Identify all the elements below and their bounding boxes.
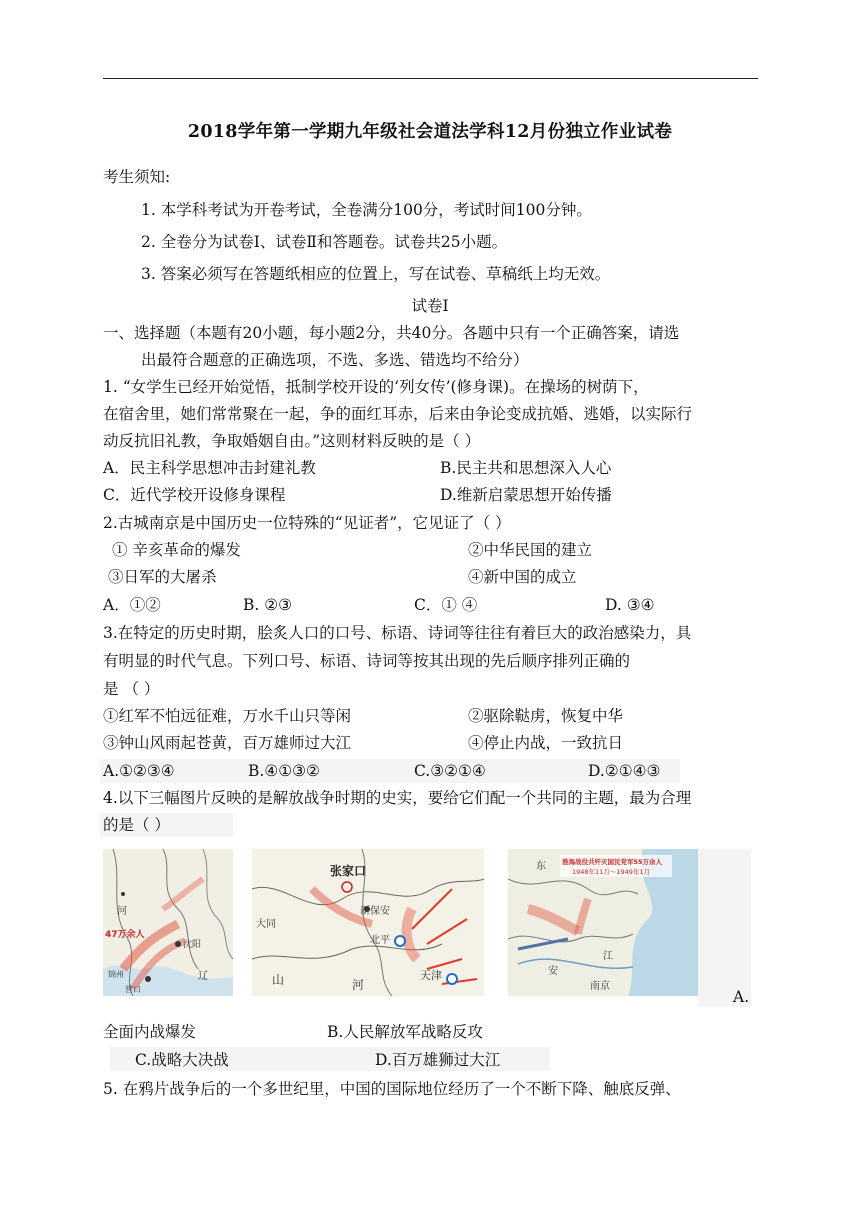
q4-option-b: B.人民解放军战略反攻 xyxy=(327,1023,483,1041)
map3-label: 1948年11月～1949年1月 xyxy=(572,868,650,876)
q4-option-a: 全面内战爆发 xyxy=(103,1023,197,1041)
q2-stem: 2.古城南京是中国历史一位特殊的“见证者”，它见证了（ ） xyxy=(103,514,511,532)
image-shade xyxy=(698,849,751,1007)
q2-option-a: A．①② xyxy=(103,596,161,614)
map-pingjin xyxy=(252,849,484,996)
q2-item: ④新中国的成立 xyxy=(468,568,577,586)
map1-label: 47万余人 xyxy=(105,930,145,940)
q4-option-c: C.战略大决战 xyxy=(135,1051,229,1069)
map2-label: 天津 xyxy=(420,969,442,982)
part-heading: 一、选择题（本题有20小题，每小题2分，共40分。各题中只有一个正确答案，请选 xyxy=(103,324,680,342)
q3-option-c: C.③②①④ xyxy=(414,762,486,780)
q3-item: ③钟山风雨起苍黄，百万雄师过大江 xyxy=(103,734,352,752)
header-rule xyxy=(103,78,758,79)
map2-label: 张家口 xyxy=(330,864,367,878)
exam-title: 2018学年第一学期九年级社会道法学科12月份独立作业试卷 xyxy=(187,122,673,142)
section-title: 试卷Ⅰ xyxy=(411,297,449,315)
notice-item: 3. 答案必须写在答题纸相应的位置上，写在试卷、草稿纸上均无效。 xyxy=(141,265,611,283)
map2-label: 大同 xyxy=(256,919,276,930)
q4-option-a-label: A. xyxy=(733,988,750,1006)
q4-option-d: D.百万雄狮过大江 xyxy=(375,1051,501,1069)
q1-stem: 1. “女学生已经开始觉悟，抵制学校开设的‘列女传’(修身课)。在操场的树荫下， xyxy=(103,378,649,396)
map3-label: 淮海战役共歼灭国民党军55万余人 xyxy=(562,858,663,866)
map3-label: 安 xyxy=(548,966,558,977)
q1-option-b: B.民主共和思想深入人心 xyxy=(440,459,612,477)
map1-label: 锦州 xyxy=(108,970,124,979)
q2-option-b: B. ②③ xyxy=(243,596,293,614)
q3-stem: 3.在特定的历史时期，脍炙人口的口号、标语、诗词等往往有着巨大的政治感染力，具 xyxy=(103,624,692,642)
q3-option-a: A.①②③④ xyxy=(103,762,175,780)
q3-item: ①红军不怕远征难，万水千山只等闲 xyxy=(103,707,352,725)
notice-item: 2. 全卷分为试卷Ⅰ、试卷Ⅱ和答题卷。试卷共25小题。 xyxy=(141,233,508,251)
map1-label: 河 xyxy=(117,906,127,917)
map1-label: 营口 xyxy=(125,985,141,994)
q1-option-d: D.维新启蒙思想开始传播 xyxy=(440,486,612,504)
notice-heading: 考生须知: xyxy=(103,168,171,186)
map2-label: 山 xyxy=(272,973,285,987)
q1-option-c: C．近代学校开设修身课程 xyxy=(103,486,286,504)
q3-item: ④停止内战，一致抗日 xyxy=(468,734,624,752)
q3-stem: 有明显的时代气息。下列口号、标语、诗词等按其出现的先后顺序排列正确的 xyxy=(103,652,631,670)
q4-stem: 的是（ ） xyxy=(103,816,170,834)
map1-label: 沈阳 xyxy=(183,940,202,950)
map3-label: 南京 xyxy=(590,981,610,992)
q3-stem: 是 （ ） xyxy=(103,680,160,698)
map2-label: 河 xyxy=(352,978,365,992)
q2-item: ① 辛亥革命的爆发 xyxy=(112,541,241,559)
map3-label: 东 xyxy=(536,861,546,872)
map-liaoshen xyxy=(103,849,233,996)
part-heading-cont: 出最符合题意的正确选项，不选、多选、错选均不给分） xyxy=(141,351,529,369)
q3-option-b: B.④①③② xyxy=(248,762,320,780)
q5-stem: 5. 在鸦片战争后的一个多世纪里，中国的国际地位经历了一个不断下降、触底反弹、 xyxy=(103,1080,681,1098)
notice-item: 1. 本学科考试为开卷考试，全卷满分100分，考试时间100分钟。 xyxy=(141,201,592,219)
q2-option-c: C．① ④ xyxy=(414,596,478,614)
q2-option-d: D. ③④ xyxy=(605,596,655,614)
q1-option-a: A．民主科学思想冲击封建礼教 xyxy=(103,459,316,477)
map2-label: 北平 xyxy=(370,935,390,946)
q1-stem: 在宿舍里，她们常常聚在一起，争的面红耳赤，后来由争论变成抗婚、逃婚，以实际行 xyxy=(103,405,693,423)
map2-label: 新保安 xyxy=(360,906,390,917)
map1-label: 辽 xyxy=(198,971,208,982)
q4-stem: 4.以下三幅图片反映的是解放战争时期的史实，要给它们配一个共同的主题，最为合理 xyxy=(103,789,692,807)
q2-item: ③日军的大屠杀 xyxy=(108,568,217,586)
q2-item: ②中华民国的建立 xyxy=(468,541,593,559)
map-huaihai xyxy=(508,849,698,996)
map3-label: 江 xyxy=(603,951,613,962)
q3-item: ②驱除鞑虏，恢复中华 xyxy=(468,707,624,725)
q1-stem: 动反抗旧礼教，争取婚姻自由。”这则材料反映的是（ ） xyxy=(103,432,481,450)
q3-option-d: D.②①④③ xyxy=(588,762,661,780)
